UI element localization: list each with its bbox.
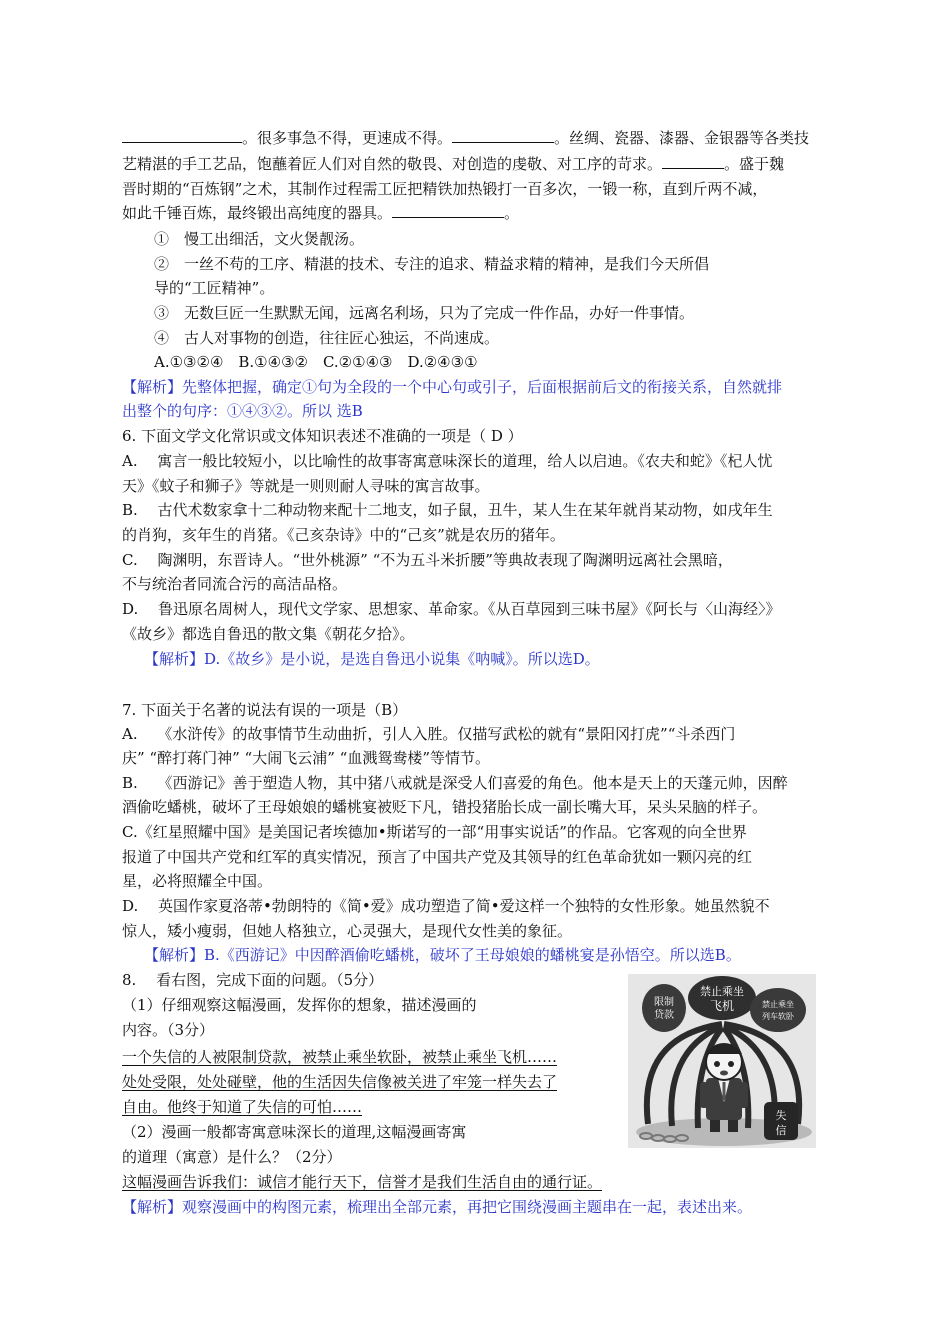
q5-para-line2	[122, 154, 784, 174]
sign-flight-text: 禁止乘坐	[700, 985, 744, 998]
sign-train-text: 禁止乘坐	[762, 1000, 794, 1009]
q6-stem: 6. 下面文学文化常识或文体知识表述不准确的一项是（ D ）	[122, 427, 523, 445]
fill-blank[interactable]	[392, 203, 504, 218]
lock-tag	[764, 1102, 798, 1140]
q8-sub2: （2）漫画一般都寄寓意味深长的道理,这幅漫画寄寓	[122, 1123, 467, 1141]
q8-sub1-cont: 内容。（3分）	[122, 1021, 215, 1039]
sign-loan	[642, 984, 686, 1032]
q6-option-b: B. 古代术数家拿十二种动物来配十二地支，如子鼠，丑牛，某人生在某年就肖某动物，如戌年生	[122, 501, 773, 519]
q7-option-b-cont: 酒偷吃蟠桃，破坏了王母娘娘的蟠桃宴被贬下凡，错投猪胎长成一副长嘴大耳，呆头呆脑的样子。	[122, 798, 768, 816]
q5-analysis: 【解析】先整体把握，确定①句为全段的一个中心句或引子，后面根据前后文的衔接关系，自然就排	[122, 378, 783, 396]
q7-option-c: C.《红星照耀中国》是美国记者埃德加•斯诺写的一部“用事实说话”的作品。它客观的向全世界	[122, 823, 747, 841]
sign-loan-text: 限制	[654, 997, 674, 1008]
q8-answer1-cont2: 自由。他终于知道了失信的可怕……	[122, 1098, 363, 1116]
text: 艺精湛的手工艺品，饱蘸着匠人们对自然的敬畏、对创造的虔敬、对工序的苛求。	[122, 155, 663, 173]
q5-option-2: ② 一丝不苟的工序、精湛的技术、专注的追求、精益求精的精神，是我们今天所倡	[154, 255, 710, 273]
q6-option-d: D. 鲁迅原名周树人，现代文学家、思想家、革命家。《从百草园到三味书屋》《阿长与〈山海经〉》	[122, 600, 781, 618]
q5-option-2-cont: 导的“工匠精神”。	[154, 279, 275, 297]
q6-option-c: C. 陶渊明，东晋诗人。“世外桃源” “不为五斗米折腰”等典故表现了陶渊明远离社会黑暗，	[122, 551, 733, 569]
q8-answer1: 一个失信的人被限制贷款，被禁止乘坐软卧，被禁止乘坐飞机……	[122, 1048, 558, 1066]
q5-option-3: ③ 无数巨匠一生默默无闻，远离名利场，只为了完成一件作品，办好一件事情。	[154, 304, 695, 322]
sign-flight-text: 飞机	[709, 999, 735, 1013]
lock-tag-text: 失	[775, 1109, 787, 1122]
q7-option-a: A. 《水浒传》的故事情节生动曲折，引人入胜。仅描写武松的就有“景阳冈打虎”“斗杀西门	[122, 725, 736, 743]
sign-flight	[688, 976, 756, 1020]
cartoon-person	[700, 1044, 748, 1133]
q7-option-a-cont: 庆” “醉打蒋门神” “大闹飞云浦” “血溅鸳鸯楼”等情节。	[122, 749, 490, 767]
q5-option-4: ④ 古人对事物的创造，往往匠心独运，不尚速成。	[154, 329, 500, 347]
q8-answer2: 这幅漫画告诉我们：诚信才能行天下，信誉才是我们生活自由的通行证。	[122, 1173, 603, 1191]
q7-option-d: D. 英国作家夏洛蒂•勃朗特的《简•爱》成功塑造了简•爱这样一个独特的女性形象。她虽然貌不	[122, 897, 770, 915]
fill-blank[interactable]	[662, 154, 724, 169]
q5-option-1: ① 慢工出细活，文火煲靓汤。	[154, 230, 365, 248]
q5-analysis-cont: 出整个的句序：①④③②。所以 选B	[122, 402, 363, 420]
sign-train	[750, 988, 806, 1032]
text: 。很多事急不得，更速成不得。	[242, 129, 453, 147]
q7-option-c-cont: 报道了中国共产党和红军的真实情况，预言了中国共产党及其领导的红色革命犹如一颗闪亮的红	[122, 848, 753, 866]
q7-analysis: 【解析】B.《西游记》中因醉酒偷吃蟠桃，破坏了王母娘娘的蟠桃宴是孙悟空。所以选B。	[144, 946, 741, 964]
q6-option-d-cont: 《故乡》都选自鲁迅的散文集《朝花夕拾》。	[122, 625, 415, 643]
q8-answer1-cont: 处处受限，处处碰壁，他的生活因失信像被关进了牢笼一样失去了	[122, 1073, 558, 1091]
q6-option-c-cont: 不与统治者同流合污的高洁品格。	[122, 575, 348, 593]
q8-sub1: （1）仔细观察这幅漫画，发挥你的想象，描述漫画的	[122, 996, 477, 1014]
q6-option-a-cont: 天》《蚊子和狮子》等就是一则则耐人寻味的寓言故事。	[122, 477, 490, 495]
q7-option-d-cont: 惊人，矮小瘦弱，但她人格独立，心灵强大，是现代女性美的象征。	[122, 922, 573, 940]
text: 。盛于魏	[724, 155, 785, 173]
text: 。	[504, 204, 520, 222]
q8-stem: 8. 看右图，完成下面的问题。（5分）	[122, 971, 384, 989]
q8-sub2-cont: 的道理（寓意）是什么？（2分）	[122, 1148, 342, 1166]
text: 如此千锤百炼，最终锻出高纯度的器具。	[122, 204, 393, 222]
fill-blank[interactable]	[122, 128, 242, 143]
q5-para-line1	[122, 128, 809, 148]
sign-loan-text: 贷款	[654, 1010, 674, 1021]
q6-analysis: 【解析】D.《故乡》是小说，是选自鲁迅小说集《呐喊》。所以选D。	[144, 650, 600, 668]
lock-tag-text: 信	[775, 1124, 787, 1137]
q7-stem: 7. 下面关于名著的说法有误的一项是（B）	[122, 701, 408, 719]
q7-option-b: B. 《西游记》善于塑造人物，其中猪八戒就是深受人们喜爱的角色。他本是天上的天蓬元帅，因醉	[122, 774, 788, 792]
text: 。丝绸、瓷器、漆器、金银器等各类技	[554, 129, 810, 147]
q7-option-c-cont2: 星，必将照耀全中国。	[122, 872, 273, 890]
credit-cartoon	[628, 974, 816, 1148]
q8-analysis: 【解析】观察漫画中的构图元素，梳理出全部元素，再把它围绕漫画主题串在一起，表述出来。	[122, 1198, 753, 1216]
q5-para-line4	[122, 203, 519, 223]
q6-option-a: A. 寓言一般比较短小，以比喻性的故事寄寓意味深长的道理，给人以启迪。《农夫和蛇》《杞人忧	[122, 452, 773, 470]
fill-blank[interactable]	[452, 128, 554, 143]
sign-train-text: 列车软卧	[762, 1012, 794, 1021]
q5-choices: A.①③②④ B.①④③② C.②①④③ D.②④③①	[154, 353, 478, 371]
q6-option-b-cont: 的肖狗，亥年生的肖猪。《己亥杂诗》中的“己亥”就是农历的猪年。	[122, 526, 565, 544]
q5-para-line3: 晋时期的“百炼钢”之术，其制作过程需工匠把精铁加热锻打一百多次，一锻一称，直到斤两不减，	[122, 180, 768, 198]
